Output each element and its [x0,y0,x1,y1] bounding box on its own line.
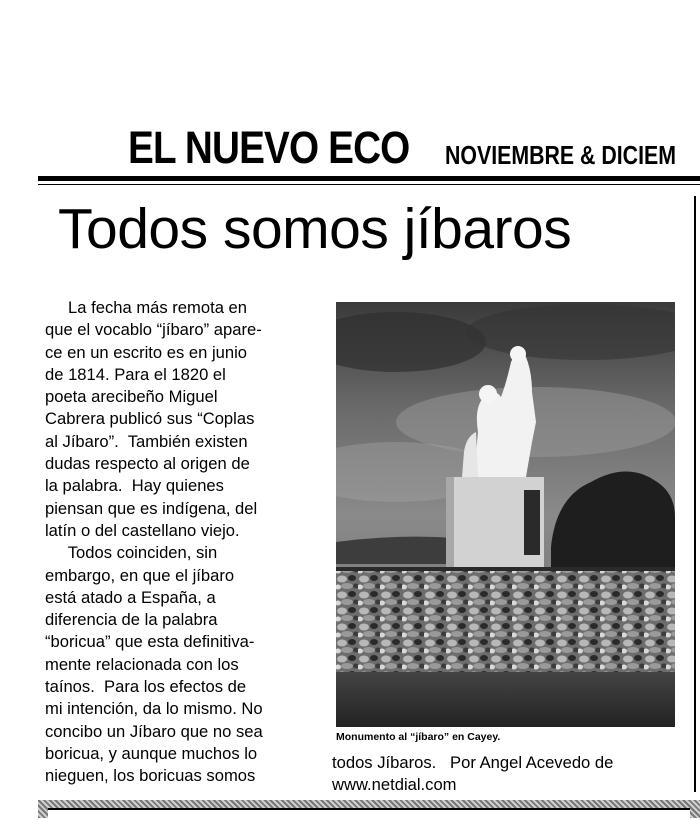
body-line: ce en un escrito es en junio [45,342,248,362]
body-line: mi intención, da lo mismo. No [45,699,263,719]
body-line: La fecha más remota en [45,298,247,317]
article-headline: Todos somos jíbaros [58,197,572,261]
issue-date: NOVIEMBRE & DICIEM [445,140,676,170]
article-tail [332,752,613,797]
next-article-box [48,808,690,820]
body-line: piensan que es indígena, del [45,498,258,518]
body-line: dudas respecto al origen de [45,454,250,474]
body-line: diferencia de la palabra [45,610,218,630]
body-line: al Jíbaro”. También existen [45,431,248,451]
masthead-thin-rule [38,184,700,185]
body-line: “boricua” que esta definitiva- [45,632,255,652]
body-line: está atado a España, a [45,587,216,607]
body-line: Todos coinciden, sin [45,543,218,563]
tail-line: www.netdial.com [332,775,457,795]
photo-caption: Monumento al “jíbaro” en Cayey. [336,731,501,743]
body-line: nieguen, los boricuas somos [45,766,256,786]
body-line: latín o del castellano viejo. [45,520,240,540]
body-line: embargo, en que el jíbaro [45,565,235,585]
body-line: de 1814. Para el 1820 el [45,364,226,384]
newspaper-title: EL NUEVO ECO [128,122,410,173]
tail-line: todos Jíbaros. Por Angel Acevedo de [332,753,614,772]
body-line: Cabrera publicó sus “Coplas [45,409,255,429]
body-line: que el vocablo “jíbaro” apare- [45,320,262,340]
article-body [45,297,300,788]
body-line: concibo un Jíbaro que no sea [45,721,263,741]
body-line: taínos. Para los efectos de [45,677,247,697]
body-line: poeta arecibeño Miguel [45,387,218,407]
masthead-rule [38,176,700,181]
body-line: la palabra. Hay quienes [45,476,224,496]
column-rule [694,196,696,792]
body-line: boricua, y aunque muchos lo [45,743,258,763]
monument-photo [336,302,675,727]
body-line: mente relacionada con los [45,654,239,674]
